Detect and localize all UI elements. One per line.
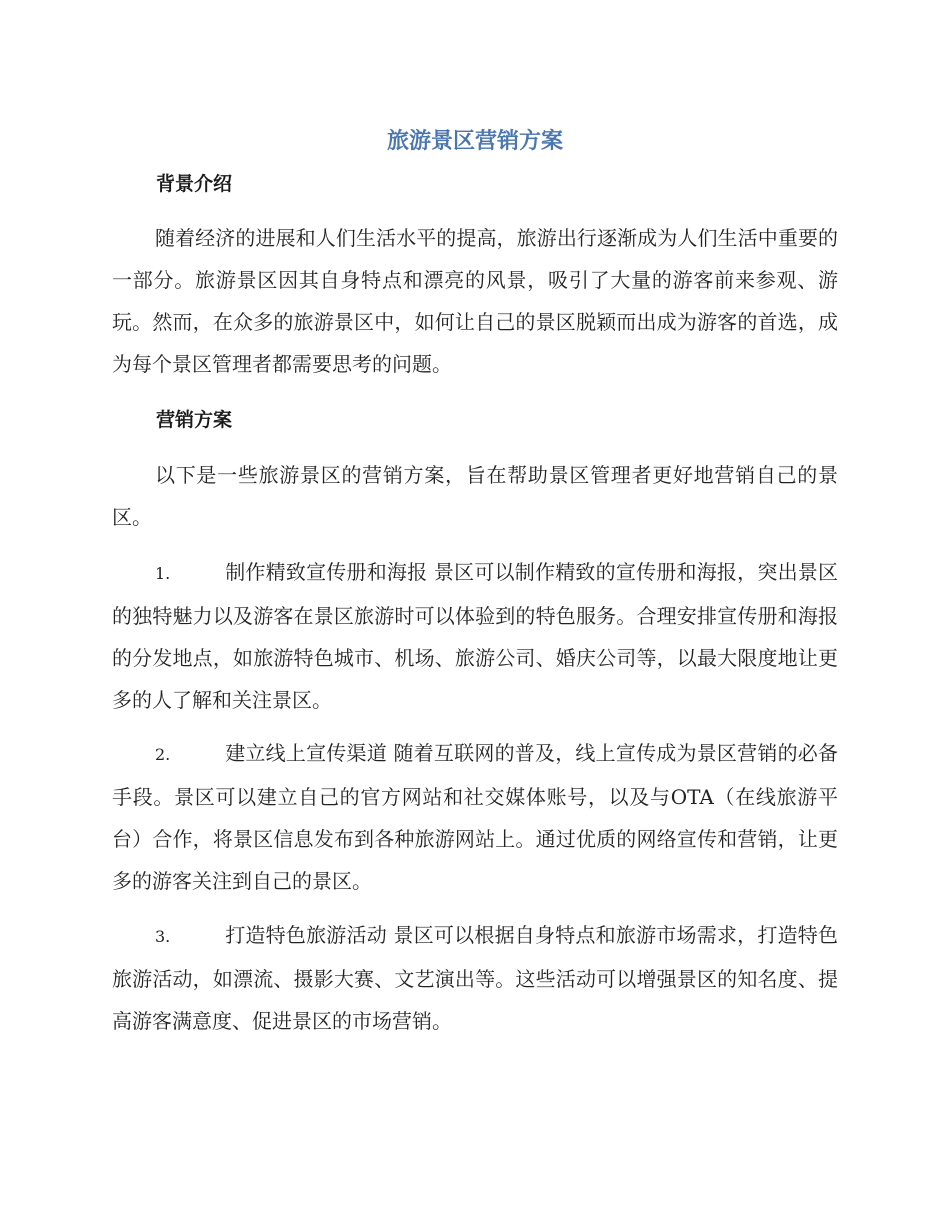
list-item-number: 3. xyxy=(155,927,171,946)
list-item-text: 打造特色旅游活动 景区可以根据自身特点和旅游市场需求，打造特色旅游活动，如漂流、摄影大赛、文艺演出等。这些活动可以增强景区的知名度、提高游客满意度、促进景区的市场营销。 xyxy=(112,923,838,1033)
marketing-intro-paragraph: 以下是一些旅游景区的营销方案，旨在帮助景区管理者更好地营销自己的景区。 xyxy=(112,463,838,529)
list-item-number: 2. xyxy=(155,745,171,764)
section-heading-marketing: 营销方案 xyxy=(156,409,233,431)
list-item xyxy=(112,551,838,721)
background-paragraph: 随着经济的进展和人们生活水平的提高，旅游出行逐渐成为人们生活中重要的一部分。旅游景区因其自身特点和漂亮的风景，吸引了大量的游客前来参观、游玩。然而，在众多的旅游景区中，如何让自己的景区脱颖而出成为游客的首选，成为每个景区管理者都需要思考的问题。 xyxy=(112,226,838,376)
document-title: 旅游景区营销方案 xyxy=(386,129,563,154)
list-item-text: 建立线上宣传渠道 随着互联网的普及，线上宣传成为景区营销的必备手段。景区可以建立自己的官方网站和社交媒体账号，以及与OTA（在线旅游平台）合作，将景区信息发布到各种旅游网站上。通过优质的网络宣传和营销，让更多的游客关注到自己的景区。 xyxy=(112,741,838,893)
list-item xyxy=(112,732,838,902)
list-item-text: 制作精致宣传册和海报 景区可以制作精致的宣传册和海报，突出景区的独特魅力以及游客在景区旅游时可以体验到的特色服务。合理安排宣传册和海报的分发地点，如旅游特色城市、机场、旅游公司、婚庆公司等，以最大限度地让更多的人了解和关注景区。 xyxy=(112,560,838,712)
section-heading-background: 背景介绍 xyxy=(156,173,233,195)
list-item-number: 1. xyxy=(155,564,171,583)
list-item xyxy=(112,914,838,1042)
